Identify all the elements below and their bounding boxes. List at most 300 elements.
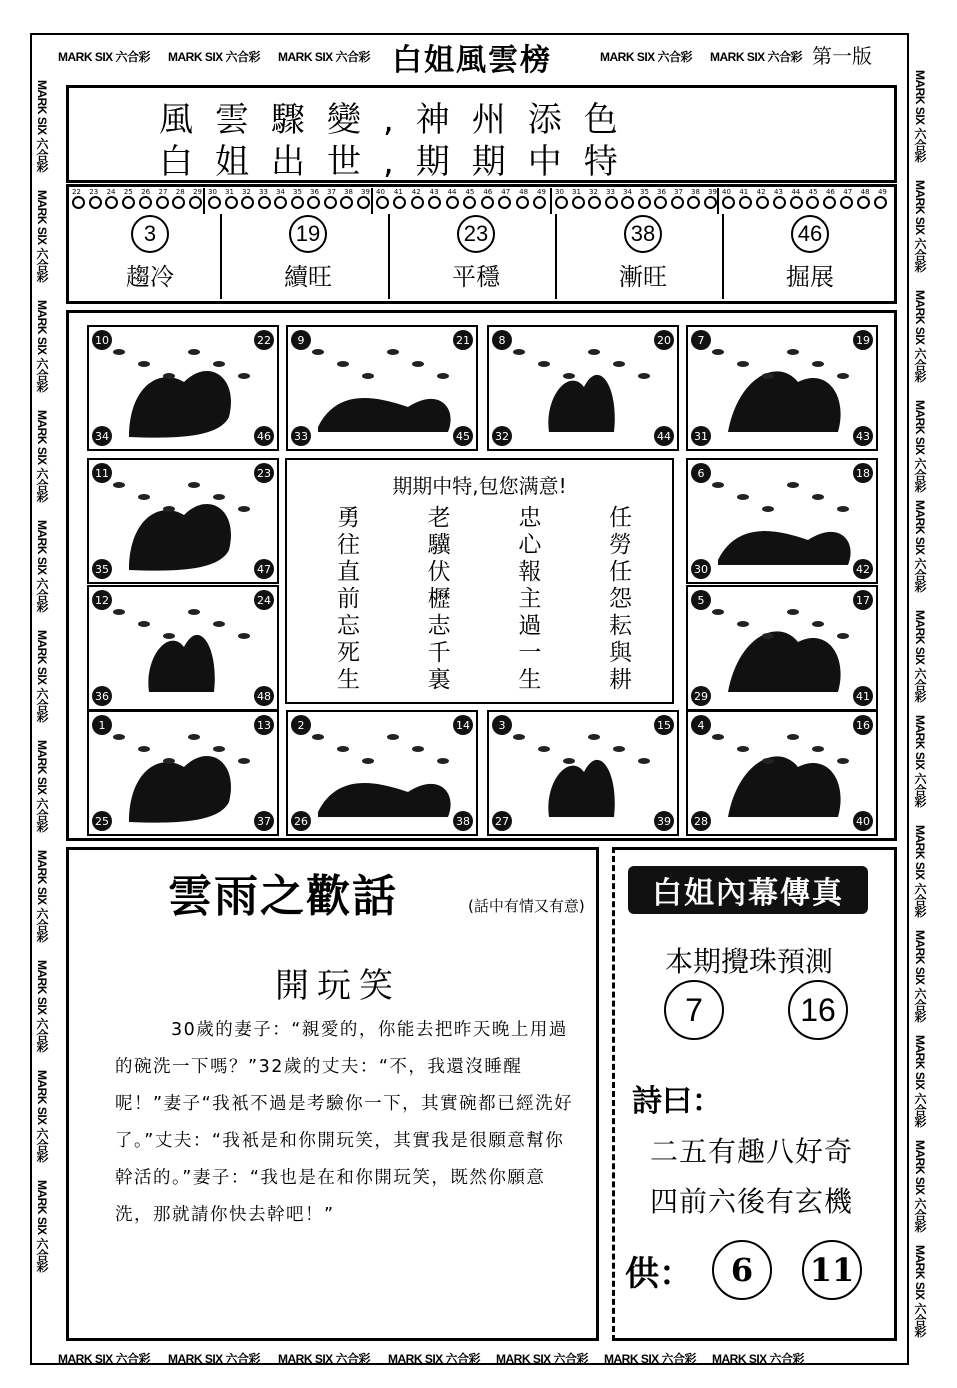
zodiac-illustration-shape <box>129 756 231 823</box>
insider-banner-text: 白姐內幕傳真 <box>652 876 844 911</box>
ball-number: 45 <box>808 188 818 196</box>
ball-icon <box>376 196 389 209</box>
prediction-4 <box>593 215 693 292</box>
zodiac-number-bl: 35 <box>92 559 112 579</box>
ball-icon <box>498 196 511 209</box>
zodiac-card <box>686 325 878 451</box>
prediction-2 <box>258 215 358 292</box>
leaf-icon <box>712 349 724 355</box>
prediction-5-number: 46 <box>791 215 829 253</box>
zodiac-number-tl: 6 <box>691 463 711 483</box>
leaf-icon <box>188 349 200 355</box>
prediction-2-label: 續旺 <box>284 263 332 291</box>
zodiac-number-br: 38 <box>453 811 473 831</box>
ball-icon <box>671 196 684 209</box>
poem-char: 生 <box>337 667 360 693</box>
poem-row <box>287 505 672 532</box>
poem-char: 勇 <box>337 505 360 531</box>
leaf-icon <box>787 349 799 355</box>
ball-icon <box>307 196 320 209</box>
zodiac-number-tl: 10 <box>92 330 112 350</box>
ball-number: 25 <box>123 188 133 196</box>
zodiac-number-bl: 31 <box>691 426 711 446</box>
watermark-right-6: MARK SIX 六合彩 <box>913 610 927 703</box>
insider-supply-number-2: 11 <box>802 1240 862 1300</box>
zodiac-illustration <box>89 327 277 449</box>
ball-number: 48 <box>519 188 529 196</box>
leaf-icon <box>437 373 449 379</box>
zodiac-illustration <box>489 712 677 834</box>
zodiac-illustration <box>489 327 677 449</box>
ball-number: 32 <box>589 188 598 196</box>
zodiac-number-tr: 14 <box>453 715 473 735</box>
poem-char: 往 <box>337 532 360 558</box>
poem-char: 忘 <box>337 613 360 639</box>
ball-icon <box>823 196 836 209</box>
watermark-top-5: MARK SIX 六合彩 <box>710 50 803 64</box>
insider-prediction-title: 本期攪珠預測 <box>665 945 834 978</box>
insider-poem-label: 詩曰： <box>632 1084 722 1119</box>
zodiac-card <box>686 585 878 711</box>
poem-char: 過 <box>518 613 542 639</box>
ball-number: 40 <box>376 188 385 196</box>
poem-char: 耕 <box>608 667 632 693</box>
poem-char: 老 <box>427 505 451 531</box>
ball-number: 37 <box>327 188 336 196</box>
leaf-icon <box>787 482 799 488</box>
zodiac-illustration <box>688 587 876 709</box>
leaf-icon <box>362 758 374 764</box>
poem-char: 心 <box>518 532 542 558</box>
poem-char: 伏 <box>427 559 451 585</box>
zodiac-number-br: 37 <box>254 811 274 831</box>
ball-number: 36 <box>657 188 666 196</box>
zodiac-number-bl: 27 <box>492 811 512 831</box>
zodiac-number-br: 40 <box>853 811 873 831</box>
ball-number: 36 <box>310 188 319 196</box>
ball-number: 26 <box>141 188 151 196</box>
ball-row <box>376 196 546 209</box>
ball-number: 49 <box>537 188 546 196</box>
zodiac-number-tr: 17 <box>853 590 873 610</box>
zodiac-number-tr: 22 <box>254 330 274 350</box>
watermark-right-8: MARK SIX 六合彩 <box>913 825 927 918</box>
leaf-icon <box>163 758 175 764</box>
watermark-right-9: MARK SIX 六合彩 <box>913 930 927 1023</box>
zodiac-number-bl: 30 <box>691 559 711 579</box>
ball-icon <box>516 196 529 209</box>
ball-segment-divider <box>203 188 205 214</box>
zodiac-card <box>487 710 679 836</box>
zodiac-number-tr: 16 <box>853 715 873 735</box>
ball-number: 38 <box>344 188 353 196</box>
zodiac-card <box>286 710 478 836</box>
ball-number: 35 <box>293 188 302 196</box>
watermark-left-3: MARK SIX 六合彩 <box>35 300 49 393</box>
slogan-box <box>66 85 897 183</box>
joke-paragraph: 30歲的妻子：“親愛的，你能去把昨天晚上用過的碗洗一下嗎？”32歲的丈夫：“不，我還沒睡醒呢！”妻子“我衹不過是考驗你一下，其實碗都已經洗好了。”丈夫：“我衹是和你開玩笑，其實我是很願意幫你幹活的。”妻子：“我也是在和你開玩笑，既然你願意洗，那就請你快去幹吧！” <box>115 1020 574 1225</box>
leaf-icon <box>387 734 399 740</box>
poem-row <box>287 667 672 694</box>
zodiac-illustration-shape <box>728 756 841 817</box>
insider-prediction-number-1: 7 <box>664 980 724 1040</box>
ball-icon <box>790 196 803 209</box>
prediction-4-number: 38 <box>624 215 662 253</box>
ball-icon <box>72 196 85 209</box>
ball-segment-divider <box>717 188 719 214</box>
ball-number: 44 <box>447 188 457 196</box>
zodiac-illustration <box>688 327 876 449</box>
watermark-top-4: MARK SIX 六合彩 <box>600 50 693 64</box>
watermark-left-1: MARK SIX 六合彩 <box>35 80 49 173</box>
leaf-icon <box>538 746 550 752</box>
watermark-right-7: MARK SIX 六合彩 <box>913 715 927 808</box>
leaf-icon <box>188 734 200 740</box>
zodiac-number-tr: 20 <box>654 330 674 350</box>
ball-number: 30 <box>208 188 217 196</box>
zodiac-illustration-shape <box>318 783 451 817</box>
poem-row <box>287 640 672 667</box>
zodiac-number-br: 45 <box>453 426 473 446</box>
leaf-icon <box>412 361 424 367</box>
ball-number: 47 <box>843 188 853 196</box>
insider-banner <box>628 866 868 914</box>
leaf-icon <box>837 506 849 512</box>
leaf-icon <box>238 373 250 379</box>
ball-icon <box>605 196 618 209</box>
ball-number: 23 <box>89 188 99 196</box>
leaf-icon <box>113 609 125 615</box>
leaf-icon <box>712 609 724 615</box>
leaf-icon <box>138 361 150 367</box>
ball-icon <box>122 196 135 209</box>
poem-char: 裏 <box>427 667 451 693</box>
ball-number: 43 <box>773 188 783 196</box>
leaf-icon <box>513 349 525 355</box>
ball-number: 22 <box>72 188 81 196</box>
watermark-right-3: MARK SIX 六合彩 <box>913 290 927 383</box>
poem-char: 前 <box>337 586 360 612</box>
ball-number: 41 <box>739 188 749 196</box>
poem-char: 千 <box>427 640 451 666</box>
ball-icon <box>225 196 238 209</box>
zodiac-number-bl: 34 <box>92 426 112 446</box>
leaf-icon <box>312 349 324 355</box>
leaf-icon <box>638 373 650 379</box>
watermark-right-10: MARK SIX 六合彩 <box>913 1035 927 1128</box>
insider-supply-label: 供： <box>625 1254 693 1294</box>
leaf-icon <box>812 494 824 500</box>
slogan-line-1: 風雲驟變,神州添色 <box>159 100 640 140</box>
watermark-top-1: MARK SIX 六合彩 <box>58 50 151 64</box>
ball-number: 34 <box>623 188 632 196</box>
ball-icon <box>654 196 667 209</box>
zodiac-number-br: 41 <box>853 686 873 706</box>
ball-number: 38 <box>691 188 700 196</box>
ball-number: 35 <box>640 188 649 196</box>
ball-icon <box>208 196 221 209</box>
ball-icon <box>105 196 118 209</box>
ball-icon <box>274 196 287 209</box>
leaf-icon <box>312 734 324 740</box>
leaf-icon <box>737 746 749 752</box>
leaf-icon <box>337 361 349 367</box>
ball-number: 32 <box>242 188 251 196</box>
prediction-4-label: 漸旺 <box>619 263 667 291</box>
zodiac-illustration <box>688 460 876 582</box>
zodiac-number-bl: 26 <box>291 811 311 831</box>
watermark-bottom-6: MARK SIX 六合彩 <box>604 1352 697 1366</box>
leaf-icon <box>837 758 849 764</box>
zodiac-number-tl: 8 <box>492 330 512 350</box>
zodiac-number-tl: 5 <box>691 590 711 610</box>
watermark-left-6: MARK SIX 六合彩 <box>35 630 49 723</box>
leaf-icon <box>762 633 774 639</box>
ball-icon <box>857 196 870 209</box>
zodiac-number-bl: 36 <box>92 686 112 706</box>
ball-number-row <box>555 188 717 196</box>
zodiac-number-tl: 9 <box>291 330 311 350</box>
pred-divider <box>722 214 724 299</box>
watermark-right-5: MARK SIX 六合彩 <box>913 500 927 593</box>
ball-number: 33 <box>259 188 268 196</box>
leaf-icon <box>188 482 200 488</box>
zodiac-card <box>686 458 878 584</box>
leaf-icon <box>613 361 625 367</box>
ball-icon <box>291 196 304 209</box>
zodiac-number-tl: 3 <box>492 715 512 735</box>
zodiac-number-tl: 2 <box>291 715 311 735</box>
ball-icon <box>463 196 476 209</box>
ball-icon <box>704 196 717 209</box>
edition-label: 第一版 <box>812 44 872 68</box>
zodiac-illustration-shape <box>129 371 231 438</box>
ball-icon <box>428 196 441 209</box>
poem-row <box>287 613 672 640</box>
poem-char: 主 <box>518 586 542 612</box>
leaf-icon <box>213 746 225 752</box>
leaf-icon <box>762 758 774 764</box>
leaf-icon <box>213 361 225 367</box>
ball-row <box>72 196 202 209</box>
ball-icon <box>156 196 169 209</box>
ball-number: 29 <box>193 188 202 196</box>
ball-icon <box>533 196 546 209</box>
leaf-icon <box>563 758 575 764</box>
ball-segment <box>208 188 370 212</box>
ball-number: 24 <box>106 188 116 196</box>
ball-row <box>208 196 370 209</box>
zodiac-number-br: 48 <box>254 686 274 706</box>
zodiac-illustration <box>288 712 476 834</box>
ball-icon <box>241 196 254 209</box>
zodiac-number-tr: 15 <box>654 715 674 735</box>
ball-segment <box>722 188 887 212</box>
watermark-left-4: MARK SIX 六合彩 <box>35 410 49 503</box>
leaf-icon <box>163 506 175 512</box>
watermark-right-2: MARK SIX 六合彩 <box>913 180 927 273</box>
poem-char: 勞 <box>608 532 632 558</box>
ball-icon <box>393 196 406 209</box>
insider-prediction-number-2: 16 <box>788 980 848 1040</box>
ball-number: 28 <box>175 188 185 196</box>
zodiac-number-tr: 21 <box>453 330 473 350</box>
ball-icon <box>638 196 651 209</box>
ball-number: 31 <box>225 188 234 196</box>
zodiac-number-tl: 11 <box>92 463 112 483</box>
joke-section-subtitle: (話中有情又有意) <box>468 897 585 915</box>
ball-segment-divider <box>550 188 552 214</box>
pred-divider <box>220 214 222 299</box>
ball-number: 42 <box>756 188 766 196</box>
leaf-icon <box>737 361 749 367</box>
ball-icon <box>411 196 424 209</box>
insider-poem-line-1: 二五有趣八好奇 <box>650 1135 854 1168</box>
page-title: 白姐風雲榜 <box>392 43 552 78</box>
watermark-left-10: MARK SIX 六合彩 <box>35 1070 49 1163</box>
watermark-left-7: MARK SIX 六合彩 <box>35 740 49 833</box>
joke-section-title: 雲雨之歡話 <box>168 871 398 922</box>
slogan-line-2: 白姐出世,期期中特 <box>159 142 640 182</box>
zodiac-illustration <box>688 712 876 834</box>
ball-number: 31 <box>572 188 581 196</box>
zodiac-illustration-shape <box>129 504 231 571</box>
ball-number: 41 <box>393 188 403 196</box>
ball-number: 43 <box>429 188 439 196</box>
watermark-bottom-2: MARK SIX 六合彩 <box>168 1352 261 1366</box>
watermark-bottom-5: MARK SIX 六合彩 <box>496 1352 589 1366</box>
ball-number: 30 <box>555 188 564 196</box>
leaf-icon <box>238 633 250 639</box>
zodiac-card <box>87 325 279 451</box>
zodiac-number-bl: 32 <box>492 426 512 446</box>
zodiac-number-tl: 4 <box>691 715 711 735</box>
ball-icon <box>773 196 786 209</box>
poem-char: 報 <box>518 559 542 585</box>
ball-icon <box>874 196 887 209</box>
ball-number: 42 <box>411 188 421 196</box>
zodiac-number-br: 44 <box>654 426 674 446</box>
zodiac-illustration <box>89 587 277 709</box>
zodiac-number-br: 39 <box>654 811 674 831</box>
leaf-icon <box>337 746 349 752</box>
ball-segment <box>376 188 546 212</box>
insider-poem-line-2: 四前六後有玄機 <box>650 1185 854 1218</box>
ball-row <box>555 196 717 209</box>
ball-icon <box>189 196 202 209</box>
ball-icon <box>481 196 494 209</box>
ball-number-row <box>722 188 887 196</box>
zodiac-number-tr: 18 <box>853 463 873 483</box>
leaf-icon <box>712 482 724 488</box>
ball-number: 45 <box>465 188 475 196</box>
leaf-icon <box>538 361 550 367</box>
prediction-3 <box>426 215 526 292</box>
watermark-top-2: MARK SIX 六合彩 <box>168 50 261 64</box>
poem-char: 一 <box>518 640 542 666</box>
zodiac-number-tr: 19 <box>853 330 873 350</box>
ball-icon <box>840 196 853 209</box>
zodiac-number-tl: 12 <box>92 590 112 610</box>
ball-number: 40 <box>722 188 731 196</box>
zodiac-illustration <box>89 712 277 834</box>
ball-number: 47 <box>501 188 511 196</box>
ball-icon <box>139 196 152 209</box>
poem-char: 直 <box>337 559 360 585</box>
zodiac-number-br: 47 <box>254 559 274 579</box>
ball-number: 37 <box>674 188 683 196</box>
leaf-icon <box>188 609 200 615</box>
watermark-top-3: MARK SIX 六合彩 <box>278 50 371 64</box>
ball-icon <box>722 196 735 209</box>
ball-segment-divider <box>371 188 373 214</box>
prediction-3-number: 23 <box>457 215 495 253</box>
watermark-bottom-4: MARK SIX 六合彩 <box>388 1352 481 1366</box>
poem-char: 生 <box>518 667 542 693</box>
leaf-icon <box>113 734 125 740</box>
watermark-left-5: MARK SIX 六合彩 <box>35 520 49 613</box>
watermark-bottom-7: MARK SIX 六合彩 <box>712 1352 805 1366</box>
zodiac-illustration-shape <box>728 371 841 432</box>
watermark-bottom-3: MARK SIX 六合彩 <box>278 1352 371 1366</box>
watermark-left-8: MARK SIX 六合彩 <box>35 850 49 943</box>
leaf-icon <box>812 621 824 627</box>
ball-icon <box>572 196 585 209</box>
watermark-right-12: MARK SIX 六合彩 <box>913 1245 927 1338</box>
poem-char: 忠 <box>518 505 542 531</box>
zodiac-illustration-shape <box>728 631 841 692</box>
watermark-left-2: MARK SIX 六合彩 <box>35 190 49 283</box>
ball-number: 46 <box>483 188 493 196</box>
poem-char: 櫪 <box>427 586 451 612</box>
leaf-icon <box>712 734 724 740</box>
zodiac-card <box>686 710 878 836</box>
zodiac-number-tr: 13 <box>254 715 274 735</box>
prediction-5-label: 掘展 <box>786 263 834 291</box>
ball-segment <box>555 188 717 212</box>
ball-icon <box>340 196 353 209</box>
leaf-icon <box>387 349 399 355</box>
ball-row <box>722 196 887 209</box>
leaf-icon <box>837 633 849 639</box>
prediction-1-number: 3 <box>131 215 169 253</box>
leaf-icon <box>762 506 774 512</box>
leaf-icon <box>737 621 749 627</box>
ball-number: 39 <box>361 188 370 196</box>
ball-icon <box>258 196 271 209</box>
leaf-icon <box>762 373 774 379</box>
ball-number: 44 <box>791 188 801 196</box>
ball-number: 27 <box>158 188 168 196</box>
poem-char: 驥 <box>427 532 451 558</box>
ball-number: 34 <box>276 188 285 196</box>
leaf-icon <box>238 758 250 764</box>
zodiac-illustration-shape <box>148 635 214 692</box>
ball-icon <box>739 196 752 209</box>
ball-icon <box>806 196 819 209</box>
leaf-icon <box>613 746 625 752</box>
ball-number: 33 <box>606 188 615 196</box>
ball-icon <box>172 196 185 209</box>
poem-char: 與 <box>608 640 632 666</box>
watermark-right-1: MARK SIX 六合彩 <box>913 70 927 163</box>
ball-number: 49 <box>877 188 887 196</box>
leaf-icon <box>837 373 849 379</box>
ball-number-row <box>208 188 370 196</box>
leaf-icon <box>737 494 749 500</box>
zodiac-number-br: 42 <box>853 559 873 579</box>
poem-rows <box>287 505 672 694</box>
